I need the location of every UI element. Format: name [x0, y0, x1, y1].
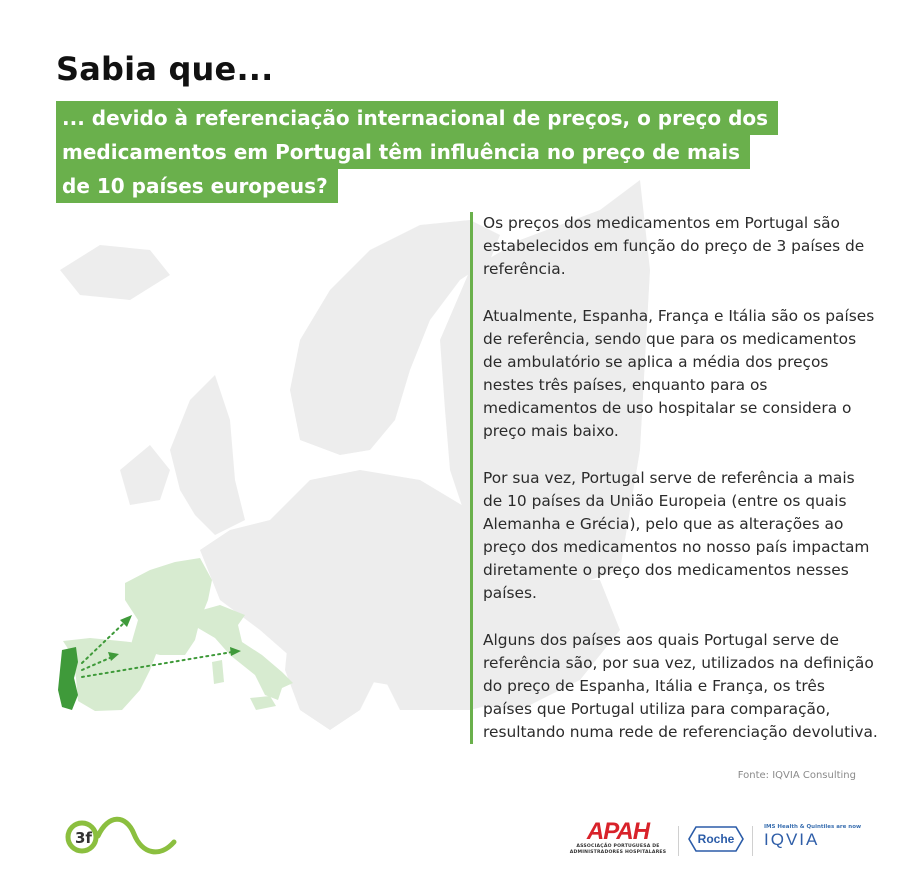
apah-logo: [568, 820, 668, 856]
map-sardinia: [212, 660, 224, 684]
map-iceland: [60, 245, 170, 300]
map-uk: [170, 375, 245, 535]
map-portugal: [58, 647, 78, 710]
logo-divider-2: [752, 826, 753, 856]
logo-divider: [678, 826, 679, 856]
body-text: [470, 212, 878, 744]
iqvia-wordmark: IQVIA: [764, 830, 820, 849]
map-sicily: [250, 696, 276, 710]
map-spain: [63, 638, 158, 711]
page-title: Sabia que...: [56, 50, 274, 88]
highlight-line-1: ... devido à referenciação internacional de preços, o preço dos: [56, 101, 778, 135]
roche-text: Roche: [697, 832, 735, 846]
map-ireland: [120, 445, 170, 505]
apah-subtitle: ASSOCIAÇÃO PORTUGUESA DE ADMINISTRADORES HOSPITALARES: [569, 844, 667, 855]
iqvia-logo: [764, 824, 864, 850]
map-france: [125, 558, 212, 655]
highlight-line-3: de 10 países europeus?: [56, 169, 338, 203]
paragraph-3: Por sua vez, Portugal serve de referência a mais de 10 países da União Europeia (entre os quais Alemanha e Grécia), pelo que as alterações ao preço dos medicamentos no nosso país impactam diretamente o preço dos medicamentos nesses países.: [483, 469, 870, 602]
paragraph-4: Alguns dos países aos quais Portugal serve de referência são, por sua vez, utilizados na definição do preço de Espanha, Itália e França, os três países que Portugal utiliza para comparação, resultando numa rede de referenciação devolutiva.: [483, 631, 878, 741]
paragraph-1: Os preços dos medicamentos em Portugal são estabelecidos em função do preço de 3 países de referência.: [483, 214, 865, 278]
apah-wordmark: APAH: [586, 818, 650, 845]
highlight-line-2: medicamentos em Portugal têm influência no preço de mais: [56, 135, 750, 169]
map-balkans: [285, 610, 380, 730]
iqvia-tagline: IMS Health & Quintiles are now: [764, 824, 862, 830]
three-f-text: 3f: [75, 829, 92, 847]
roche-logo: [688, 826, 744, 856]
three-f-logo: [64, 812, 184, 866]
source-note: Fonte: IQVIA Consulting: [737, 770, 856, 781]
paragraph-2: Atualmente, Espanha, França e Itália são os países de referência, sendo que para os medicamentos de ambulatório se aplica a média dos preços nestes três países, enquanto para os medicamentos de uso hospitalar se considera o preço mais baixo.: [483, 307, 875, 440]
